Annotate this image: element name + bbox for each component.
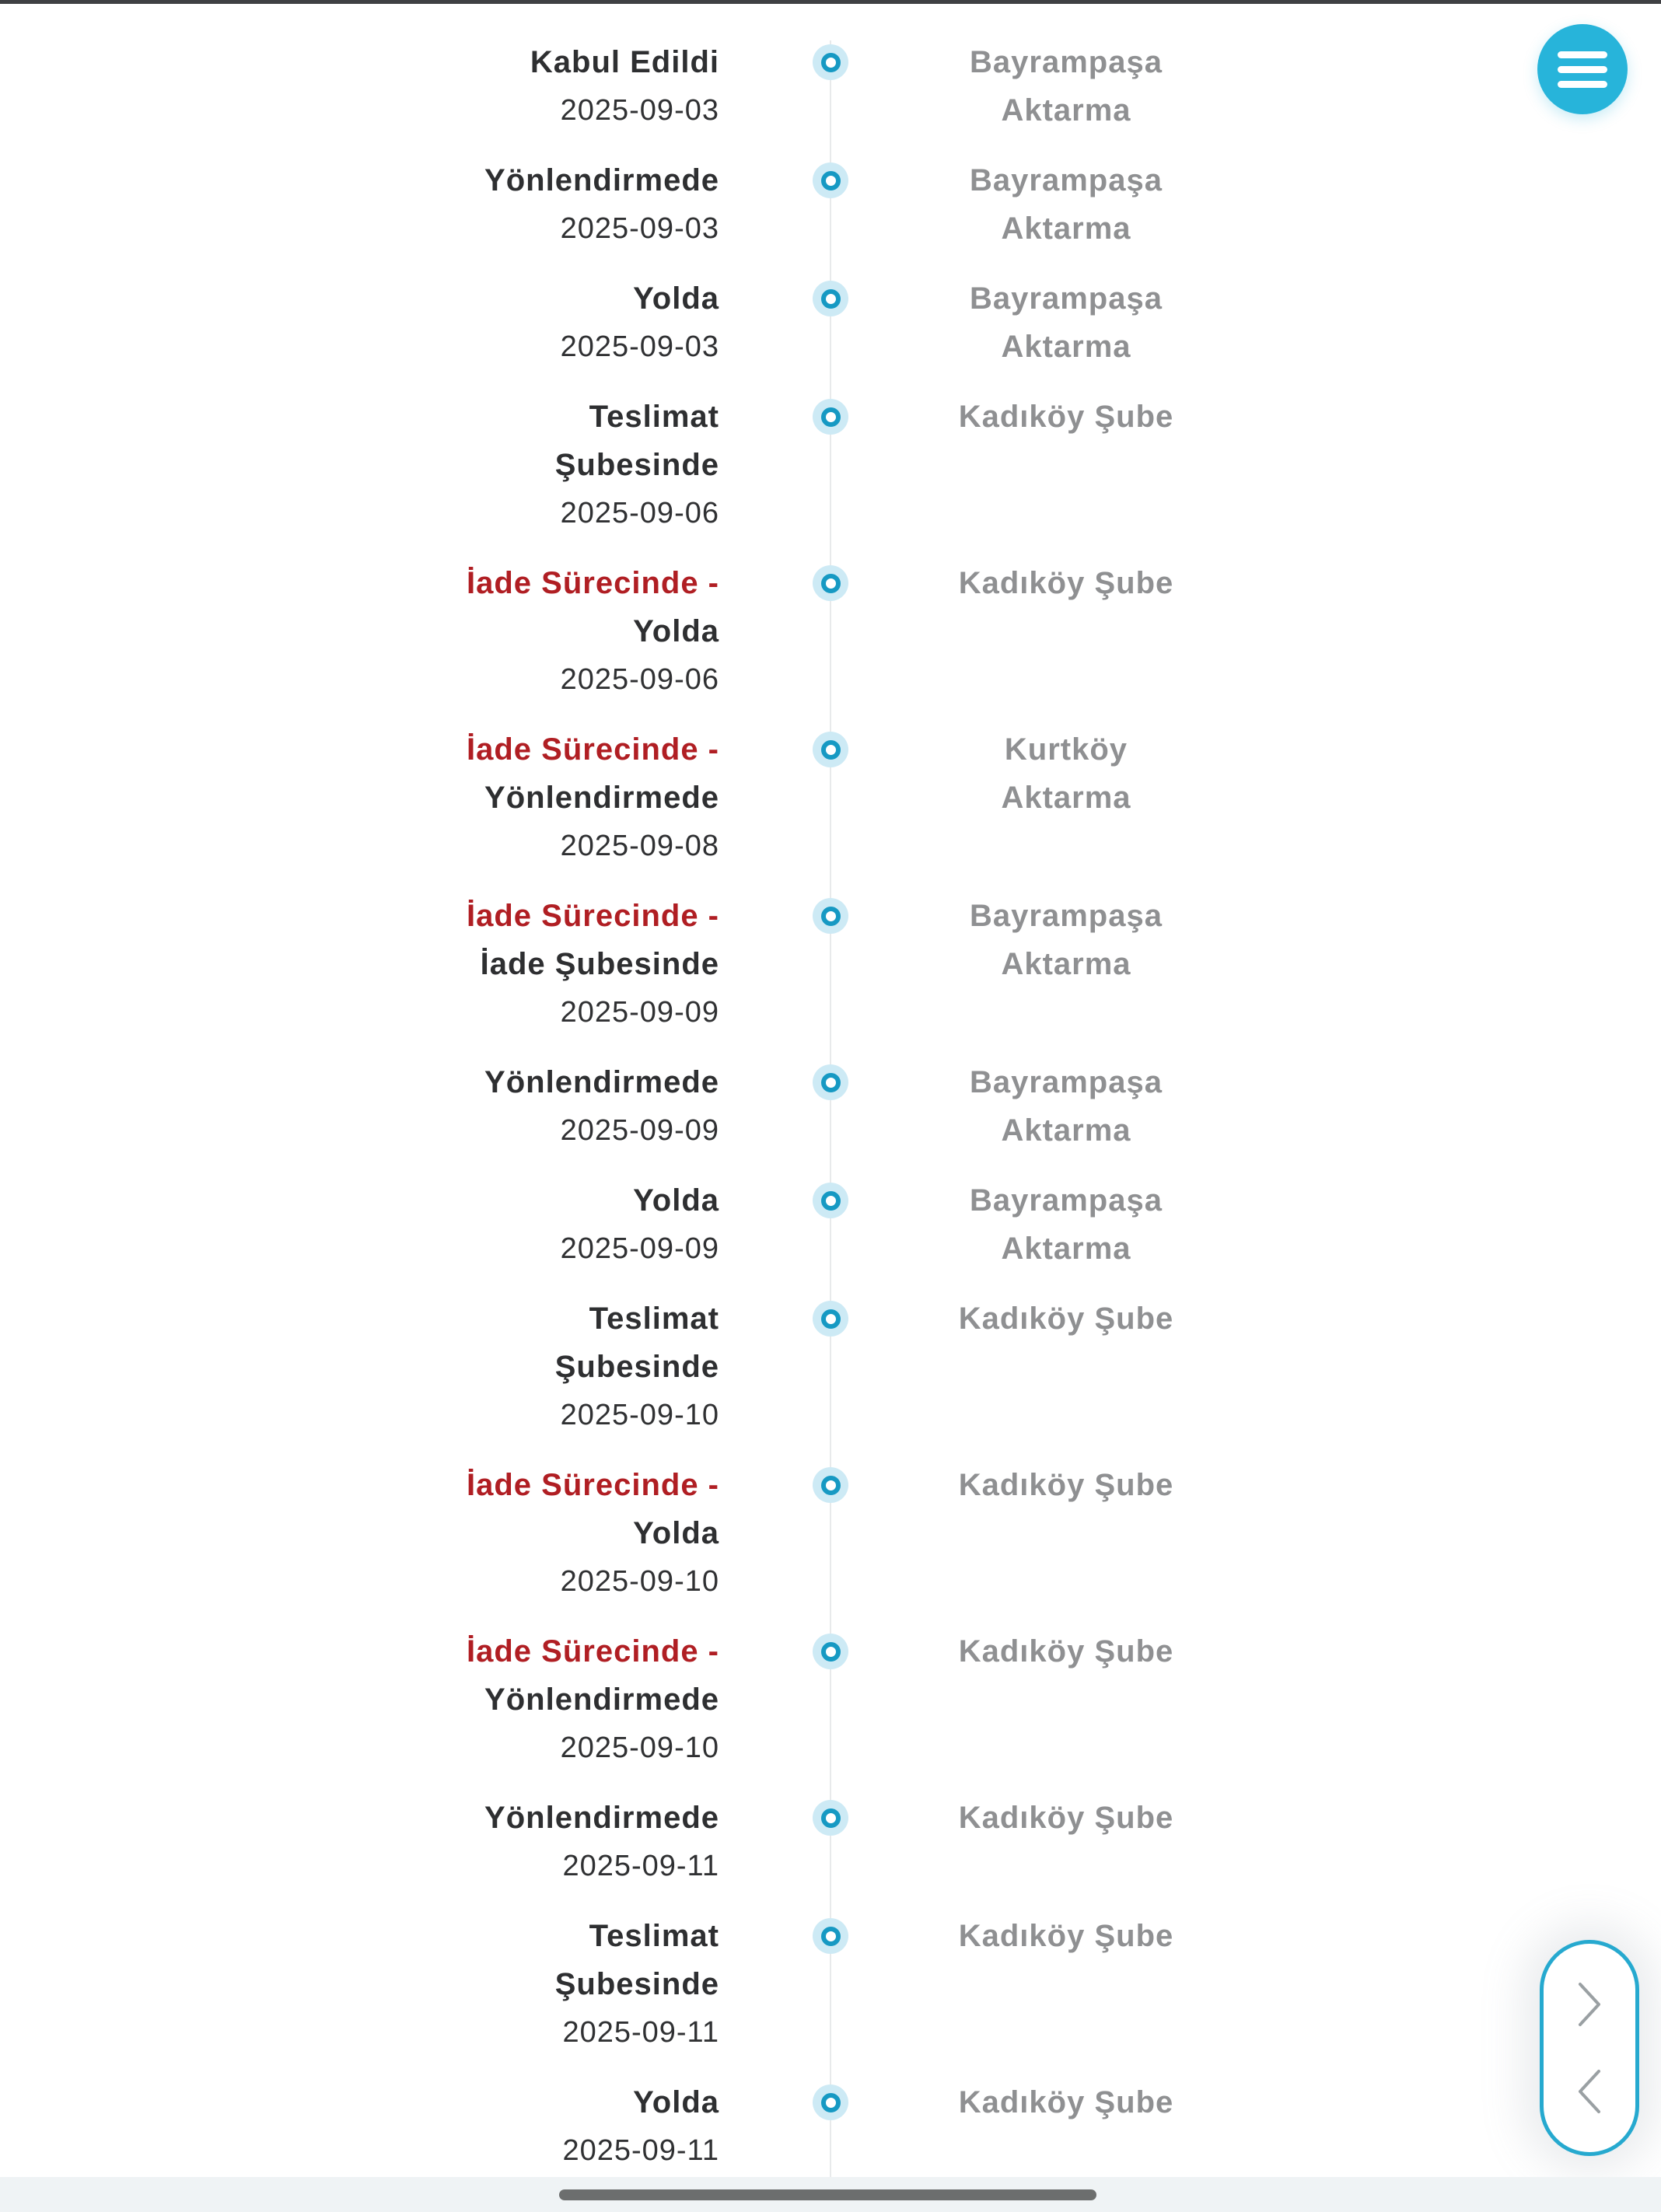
location-line: Kadıköy Şube — [958, 1634, 1174, 1669]
hamburger-icon — [1558, 51, 1607, 88]
status-text — [0, 1176, 719, 1225]
status-line: Yönlendirmede — [484, 1065, 719, 1099]
location-block — [942, 1176, 1191, 1273]
location-text — [942, 1461, 1191, 1509]
location-text — [942, 725, 1191, 822]
status-text — [0, 1912, 719, 2008]
status-date: 2025-09-09 — [560, 1232, 719, 1265]
status-line: Teslimat — [589, 1919, 719, 1953]
status-line: Şubesinde — [554, 1350, 719, 1384]
status-line: Teslimat — [589, 1302, 719, 1336]
chevron-right-icon — [1576, 1980, 1603, 2029]
location-text — [942, 559, 1191, 607]
location-line: Bayrampaşa — [970, 45, 1163, 79]
location-block — [942, 2078, 1191, 2126]
status-date: 2025-09-08 — [560, 830, 719, 862]
location-block — [942, 1912, 1191, 1960]
location-line: Bayrampaşa — [970, 1183, 1163, 1218]
pager-control — [1540, 1940, 1639, 2156]
status-text — [0, 274, 719, 323]
timeline-entry — [0, 892, 1191, 1036]
timeline-marker-core — [821, 740, 841, 760]
horizontal-scrollbar-thumb[interactable] — [559, 2189, 1096, 2200]
status-block — [0, 1461, 719, 1606]
status-line: Teslimat — [589, 400, 719, 434]
location-text — [942, 1295, 1191, 1343]
timeline-marker-icon — [813, 732, 848, 767]
timeline-entry — [0, 156, 1191, 253]
chevron-left-icon — [1576, 2067, 1603, 2116]
marker-column — [719, 1461, 942, 1503]
prev-page-button[interactable] — [1576, 2067, 1603, 2116]
status-block — [0, 274, 719, 371]
status-line: İade Sürecinde - — [467, 1468, 719, 1502]
location-text — [942, 1627, 1191, 1676]
marker-column — [719, 1627, 942, 1669]
location-block — [942, 1295, 1191, 1343]
status-date: 2025-09-11 — [562, 2016, 719, 2049]
timeline-marker-icon — [813, 44, 848, 80]
location-line: Kadıköy Şube — [958, 1302, 1174, 1336]
status-text — [0, 1627, 719, 1724]
status-block — [0, 38, 719, 135]
marker-column — [719, 1295, 942, 1337]
status-line: İade Sürecinde - — [467, 899, 719, 933]
status-text — [0, 1461, 719, 1557]
timeline-entry — [0, 274, 1191, 371]
status-text — [0, 559, 719, 655]
timeline-marker-core — [821, 1309, 841, 1329]
status-date: 2025-09-10 — [560, 1565, 719, 1598]
status-line: Yönlendirmede — [484, 1683, 719, 1717]
location-text — [942, 274, 1191, 371]
marker-column — [719, 1794, 942, 1836]
status-line: İade Sürecinde - — [467, 732, 719, 767]
marker-column — [719, 1912, 942, 1954]
location-line: Kadıköy Şube — [958, 1801, 1174, 1835]
timeline-marker-icon — [813, 2084, 848, 2120]
timeline-marker-core — [821, 1191, 841, 1211]
status-date: 2025-09-09 — [560, 996, 719, 1029]
marker-column — [719, 38, 942, 80]
status-line: Yönlendirmede — [484, 163, 719, 197]
timeline-marker-core — [821, 289, 841, 309]
status-line: Yönlendirmede — [484, 1801, 719, 1835]
timeline-marker-core — [821, 1476, 841, 1495]
location-line: Aktarma — [1001, 947, 1131, 981]
location-line: Aktarma — [1001, 1232, 1131, 1266]
status-line: Şubesinde — [554, 1967, 719, 2001]
timeline-marker-core — [821, 1073, 841, 1092]
marker-column — [719, 1176, 942, 1218]
timeline-marker-core — [821, 907, 841, 926]
timeline-entry — [0, 1461, 1191, 1606]
timeline-marker-icon — [813, 565, 848, 601]
status-block — [0, 559, 719, 704]
timeline-marker-icon — [813, 1800, 848, 1836]
status-block — [0, 1794, 719, 1890]
status-text — [0, 1295, 719, 1391]
status-line: İade Şubesinde — [480, 947, 719, 981]
status-block — [0, 1058, 719, 1155]
status-text — [0, 1794, 719, 1842]
status-date: 2025-09-03 — [560, 330, 719, 363]
location-text — [942, 393, 1191, 441]
location-block — [942, 274, 1191, 371]
status-block — [0, 1295, 719, 1439]
marker-column — [719, 725, 942, 767]
status-date: 2025-09-06 — [560, 663, 719, 696]
timeline-marker-core — [821, 574, 841, 593]
status-text — [0, 38, 719, 86]
status-line: Yönlendirmede — [484, 781, 719, 815]
timeline-entry — [0, 2078, 1191, 2175]
status-block — [0, 393, 719, 537]
timeline-marker-core — [821, 407, 841, 427]
status-line: Yolda — [633, 281, 719, 316]
location-line: Aktarma — [1001, 1113, 1131, 1148]
location-block — [942, 1461, 1191, 1509]
timeline-marker-icon — [813, 1183, 848, 1218]
location-block — [942, 559, 1191, 607]
status-date: 2025-09-10 — [560, 1399, 719, 1431]
location-block — [942, 892, 1191, 988]
location-text — [942, 1058, 1191, 1155]
status-block — [0, 892, 719, 1036]
status-text — [0, 892, 719, 988]
horizontal-scrollbar-track[interactable] — [0, 2177, 1661, 2212]
location-text — [942, 1912, 1191, 1960]
status-date: 2025-09-03 — [560, 94, 719, 127]
location-text — [942, 156, 1191, 253]
location-line: Bayrampaşa — [970, 281, 1163, 316]
status-date: 2025-09-06 — [560, 497, 719, 529]
status-text — [0, 393, 719, 489]
location-line: Kurtköy — [1004, 732, 1128, 767]
timeline-marker-icon — [813, 1918, 848, 1954]
status-text — [0, 2078, 719, 2126]
timeline-entry — [0, 725, 1191, 870]
marker-column — [719, 393, 942, 435]
timeline-entry — [0, 1295, 1191, 1439]
location-text — [942, 2078, 1191, 2126]
status-line: Şubesinde — [554, 448, 719, 482]
status-block — [0, 2078, 719, 2175]
timeline-marker-core — [821, 1927, 841, 1946]
location-block — [942, 1627, 1191, 1676]
location-line: Kadıköy Şube — [958, 400, 1174, 434]
location-line: Kadıköy Şube — [958, 2085, 1174, 2119]
timeline-marker-core — [821, 171, 841, 190]
location-line: Kadıköy Şube — [958, 1919, 1174, 1953]
location-block — [942, 725, 1191, 822]
marker-column — [719, 1058, 942, 1100]
location-line: Bayrampaşa — [970, 1065, 1163, 1099]
timeline-marker-core — [821, 1642, 841, 1662]
status-date: 2025-09-03 — [560, 212, 719, 245]
marker-column — [719, 156, 942, 198]
location-text — [942, 38, 1191, 135]
menu-button[interactable] — [1537, 24, 1628, 114]
timeline-marker-icon — [813, 1634, 848, 1669]
location-text — [942, 1176, 1191, 1273]
marker-column — [719, 2078, 942, 2120]
timeline-entry — [0, 1058, 1191, 1155]
marker-column — [719, 892, 942, 934]
location-block — [942, 1058, 1191, 1155]
timeline-entry — [0, 1912, 1191, 2056]
location-text — [942, 892, 1191, 988]
location-block — [942, 156, 1191, 253]
location-block — [942, 393, 1191, 441]
location-block — [942, 38, 1191, 135]
timeline-marker-icon — [813, 281, 848, 316]
timeline-entry — [0, 1176, 1191, 1273]
location-line: Aktarma — [1001, 93, 1131, 128]
timeline-marker-core — [821, 1808, 841, 1828]
timeline-entry — [0, 559, 1191, 704]
timeline-marker-icon — [813, 399, 848, 435]
status-line: Yolda — [633, 2085, 719, 2119]
status-date: 2025-09-10 — [560, 1732, 719, 1764]
location-line: Aktarma — [1001, 211, 1131, 246]
top-divider-bar — [0, 0, 1661, 4]
timeline-marker-icon — [813, 1064, 848, 1100]
status-text — [0, 156, 719, 204]
timeline-entry — [0, 1794, 1191, 1890]
status-block — [0, 156, 719, 253]
timeline-marker-icon — [813, 1467, 848, 1503]
status-line: Yolda — [633, 614, 719, 648]
location-line: Kadıköy Şube — [958, 1468, 1174, 1502]
status-line: İade Sürecinde - — [467, 1634, 719, 1669]
timeline-marker-core — [821, 53, 841, 72]
location-line: Aktarma — [1001, 330, 1131, 364]
status-date: 2025-09-11 — [562, 1850, 719, 1882]
status-date: 2025-09-11 — [562, 2134, 719, 2167]
next-page-button[interactable] — [1576, 1980, 1603, 2029]
timeline-entry — [0, 1627, 1191, 1772]
status-line: İade Sürecinde - — [467, 566, 719, 600]
status-block — [0, 725, 719, 870]
status-text — [0, 725, 719, 822]
status-date: 2025-09-09 — [560, 1114, 719, 1147]
location-line: Bayrampaşa — [970, 899, 1163, 933]
marker-column — [719, 274, 942, 316]
location-block — [942, 1794, 1191, 1842]
timeline-marker-icon — [813, 1301, 848, 1337]
status-block — [0, 1176, 719, 1273]
status-block — [0, 1627, 719, 1772]
status-text — [0, 1058, 719, 1106]
status-line: Kabul Edildi — [530, 45, 719, 79]
location-line: Bayrampaşa — [970, 163, 1163, 197]
location-text — [942, 1794, 1191, 1842]
status-line: Yolda — [633, 1516, 719, 1550]
location-line: Kadıköy Şube — [958, 566, 1174, 600]
status-line: Yolda — [633, 1183, 719, 1218]
timeline-marker-icon — [813, 898, 848, 934]
marker-column — [719, 559, 942, 601]
status-block — [0, 1912, 719, 2056]
timeline-entry — [0, 38, 1191, 135]
location-line: Aktarma — [1001, 781, 1131, 815]
timeline-marker-icon — [813, 162, 848, 198]
timeline-marker-core — [821, 2093, 841, 2112]
tracking-timeline — [0, 38, 1191, 2175]
timeline-entry — [0, 393, 1191, 537]
